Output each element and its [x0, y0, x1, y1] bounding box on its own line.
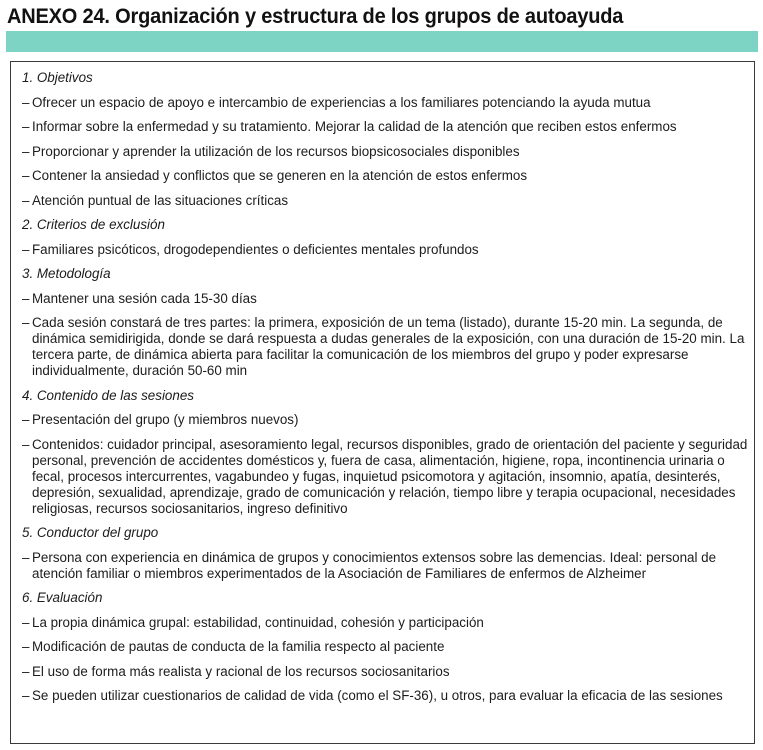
- list-item: – Proporcionar y aprender la utilización de los recursos biopsicosociales disponibles: [22, 143, 520, 159]
- section-heading: 3. Metodología: [22, 266, 111, 281]
- page-title: ANEXO 24. Organización y estructura de los grupos de autoayuda: [7, 4, 624, 28]
- list-item: – Se pueden utilizar cuestionarios de calidad de vida (como el SF-36), u otros, para evaluar la eficacia de las sesiones: [22, 688, 723, 703]
- section-heading: 6. Evaluación: [22, 590, 103, 605]
- list-item: – Cada sesión constará de tres partes: la primera, exposición de un tema (listado), durante 15-20 min. La segunda, de dinámica semidirigida, donde se dará respuesta a dudas generales de la exposición, con una duración de 15-20 min. La tercera parte, de dinámica abierta para facilitar la comunicación de los miembros del grupo y poder expresarse individualmente, duración 50-60 min: [22, 315, 745, 378]
- list-item: – Persona con experiencia en dinámica de grupos y conocimientos extensos sobre las demencias. Ideal: personal de atención familiar o miembros experimentados de la Asociación de Familiares de enfermos de Alzheimer: [22, 549, 717, 581]
- list-item: – Atención puntual de las situaciones críticas: [22, 192, 289, 208]
- list-item: – Contener la ansiedad y conflictos que se generen en la atención de estos enfermos: [22, 168, 528, 183]
- section-heading: 4. Contenido de las sesiones: [22, 387, 194, 403]
- list-item: – El uso de forma más realista y racional de los recursos sociosanitarios: [22, 663, 450, 679]
- list-item: – Mantener una sesión cada 15-30 días: [22, 290, 257, 306]
- list-item: – Informar sobre la enfermedad y su tratamiento. Mejorar la calidad de la atención que reciben estos enfermos: [22, 119, 677, 134]
- section-heading: 1. Objetivos: [22, 70, 93, 85]
- section-heading: 5. Conductor del grupo: [22, 525, 159, 540]
- list-item: – Ofrecer un espacio de apoyo e intercambio de experiencias a los familiares potenciando la ayuda mutua: [22, 94, 651, 110]
- title-accent-bar: [6, 31, 758, 52]
- list-item: – La propia dinámica grupal: estabilidad, continuidad, cohesión y participación: [22, 614, 484, 630]
- list-item: – Presentación del grupo (y miembros nuevos): [22, 412, 299, 427]
- content-list: [22, 70, 752, 704]
- list-item: – Contenidos: cuidador principal, asesoramiento legal, recursos disponibles, grado de orientación del paciente y seguridad personal, prevención de accidentes domésticos y, fuera de casa, alimentación, higiene, ropa, incontinencia urinaria o fecal, procesos intercurrentes, vagabundeo y fugas, inquietud psicomotora y agitación, insomnio, apatía, desinterés, depresión, sexualidad, aprendizaje, grado de comunicación y relación, tiempo libre y terapia ocupacional, necesidades religiosas, recursos sociosanitarios, ingreso definitivo: [22, 436, 748, 516]
- section-heading: 2. Criterios de exclusión: [22, 217, 165, 232]
- list-item: – Familiares psicóticos, drogodependientes o deficientes mentales profundos: [22, 241, 479, 257]
- list-item: – Modificación de pautas de conducta de la familia respecto al paciente: [22, 639, 445, 654]
